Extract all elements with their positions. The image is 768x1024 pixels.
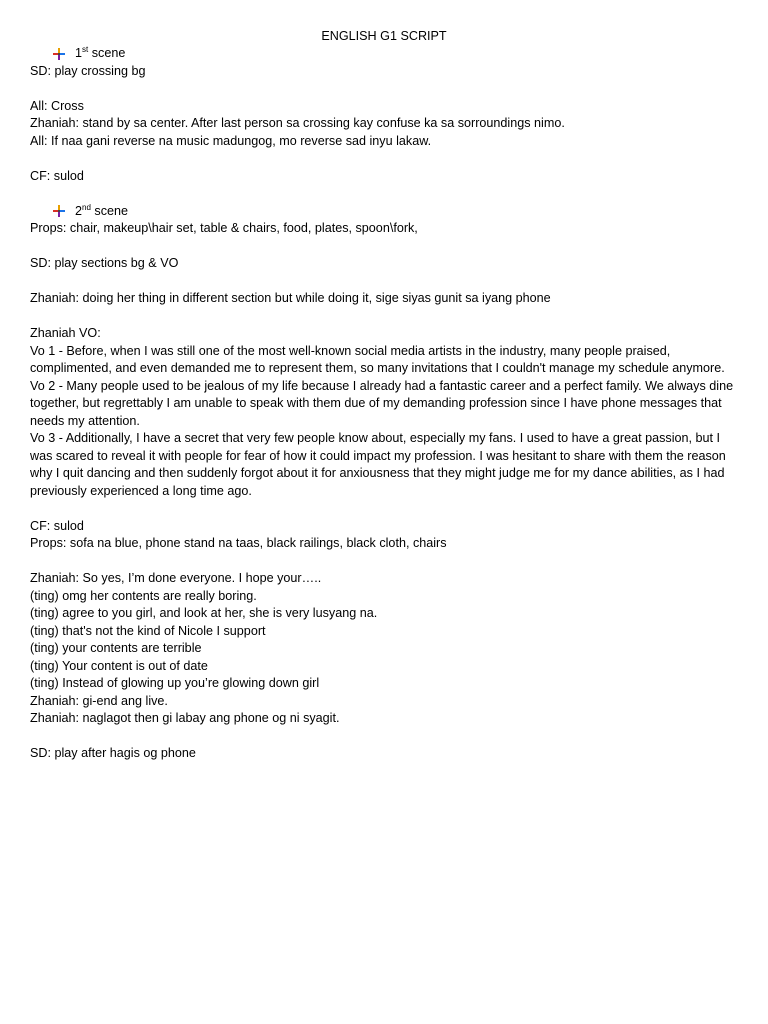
blank-line	[30, 553, 742, 571]
dialogue-line: (ting) Instead of glowing up you’re glowing down girl	[30, 676, 320, 690]
script-line: CF: sulod	[30, 168, 84, 183]
dialogue-line: (ting) omg her contents are really boring.	[30, 588, 257, 603]
script-line: All: If naa gani reverse na music madungog, mo reverse sad inyu lakaw.	[30, 133, 432, 148]
scene-1-ordinal: st	[82, 45, 89, 54]
script-line: SD: play sections bg & VO	[30, 256, 179, 270]
props-line: Props: sofa na blue, phone stand na taas, black railings, black cloth, chairs	[30, 536, 447, 550]
script-line: SD: play crossing bg	[30, 63, 146, 78]
scene-2-heading	[30, 203, 742, 221]
dialogue-line: (ting) Your content is out of date	[30, 658, 208, 673]
scene-1-number: 1	[75, 46, 83, 60]
document-body	[30, 45, 742, 763]
voiceover-1: Vo 1 - Before, when I was still one of the most well-known social media artists in the industry, many people praised, complimented, and even demanded me to represent them, so many invitations that I couldn't manage my schedule anymore.	[30, 343, 725, 375]
voiceover-3: Vo 3 - Additionally, I have a secret that very few people know about, especially my fans. I used to have a great passion, but I was scared to reveal it with people for fear of how it could impact my profession. I was hesitant to share with them the reason why I quit dancing and then suddenly forgot about it for anxiousness that they might judge me for my dance abilities, as I had previously experienced a long time ago.	[30, 431, 726, 498]
script-line: CF: sulod	[30, 518, 84, 533]
dialogue-line: (ting) agree to you girl, and look at her, she is very lusyang na.	[30, 606, 378, 620]
blank-line	[30, 273, 742, 291]
vo-header: Zhaniah VO:	[30, 326, 101, 340]
props-line: Props: chair, makeup\hair set, table & chairs, food, plates, spoon\fork,	[30, 221, 418, 235]
dialogue-line: (ting) that's not the kind of Nicole I support	[30, 623, 266, 638]
four-color-bullet-icon	[53, 48, 65, 60]
script-line: Zhaniah: stand by sa center. After last person sa crossing kay confuse ka sa sorroundings nimo.	[30, 116, 565, 130]
four-color-bullet-icon	[53, 205, 65, 217]
scene-2-number: 2	[75, 203, 83, 218]
script-line: All: Cross	[30, 98, 84, 113]
blank-line	[30, 238, 742, 256]
script-line: Zhaniah: doing her thing in different section but while doing it, sige siyas gunit sa iyang phone	[30, 291, 551, 305]
blank-line	[30, 80, 742, 98]
dialogue-line: Zhaniah: naglagot then gi labay ang phone og ni syagit.	[30, 711, 340, 725]
script-line: SD: play after hagis og phone	[30, 746, 196, 760]
dialogue-line: Zhaniah: So yes, I’m done everyone. I hope your…..	[30, 571, 322, 585]
blank-line	[30, 500, 742, 518]
scene-1-heading	[30, 45, 742, 63]
dialogue-line: Zhaniah: gi-end ang live.	[30, 693, 168, 708]
document-title: ENGLISH G1 SCRIPT	[321, 29, 447, 43]
scene-2-word: scene	[94, 203, 129, 218]
blank-line	[30, 728, 742, 746]
scene-2-ordinal: nd	[82, 202, 91, 212]
voiceover-2: Vo 2 - Many people used to be jealous of my life because I already had a fantastic career and a perfect family. We always dine together, but regrettably I am unable to speak with them due of my demanding profession since I have phone messages that needs my attention.	[30, 378, 734, 428]
blank-line	[30, 185, 742, 203]
blank-line	[30, 150, 742, 168]
dialogue-line: (ting) your contents are terrible	[30, 641, 202, 655]
scene-1-word: scene	[91, 46, 126, 60]
blank-line	[30, 308, 742, 326]
